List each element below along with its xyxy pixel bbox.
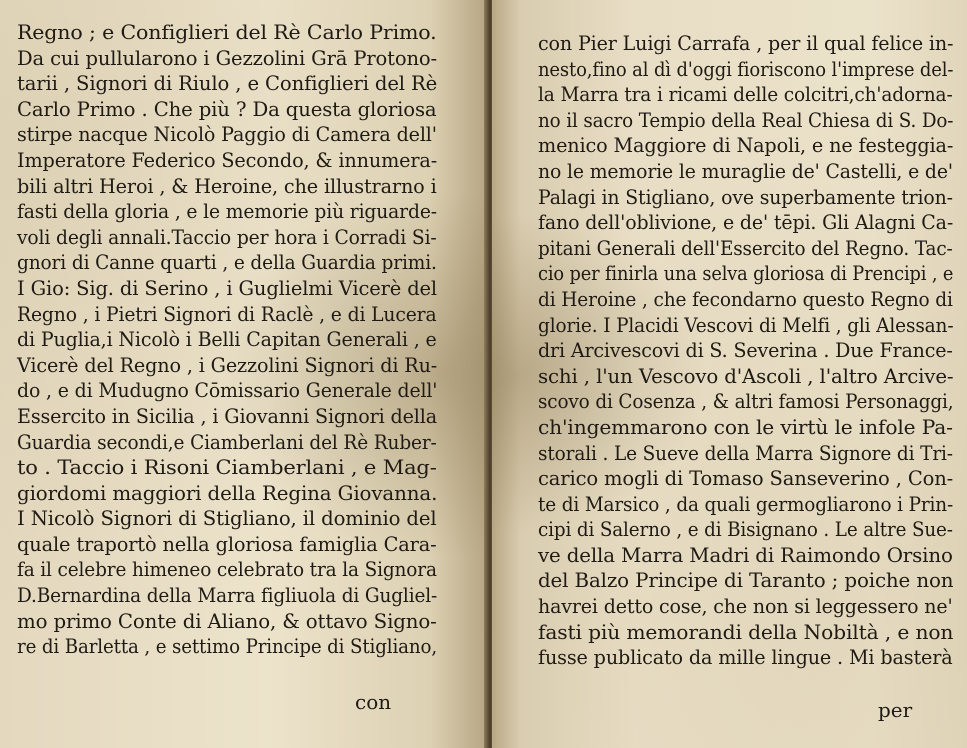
right-page (492, 0, 967, 748)
text-line: carico mogli di Tomaso Sanseverino , Con- (538, 466, 954, 491)
text-line: no il sacro Tempio della Real Chiesa di S. Do- (538, 107, 954, 132)
text-line: Vicerè del Regno , i Gezzolini Signori di Ru- (17, 352, 438, 377)
text-line: storali . Le Sueve della Marra Signore di Tri- (538, 440, 953, 465)
text-line: I Nicolò Signori di Stigliano, il dominio del (17, 506, 437, 531)
text-line: mo primo Conte di Aliano, & ottavo Signo- (17, 608, 437, 633)
text-line: pitani Generali dell'Essercito del Regno. Tac- (538, 235, 953, 260)
text-line: fasti più memorandi della Nobiltà , e non (538, 619, 954, 644)
text-line: ve della Marra Madri di Raimondo Orsino (538, 542, 953, 567)
text-line: del Balzo Principe di Taranto ; poiche non (538, 568, 954, 593)
text-line: do , e di Mudugno Cōmissario Generale dell' (17, 378, 438, 403)
text-line: cio per finirla una selva gloriosa di Prencipi , e (538, 261, 954, 286)
text-line: scovo di Cosenza , & altri famosi Personaggi, (538, 389, 954, 414)
text-line: te di Marsico , da quali germogliarono i Prin- (538, 491, 954, 516)
text-line: stirpe nacque Nicolò Paggio di Camera dell' (17, 122, 437, 147)
text-line: gnori di Canne quarti , e della Guardia primi. (17, 250, 437, 275)
text-line: glorie. I Placidi Vescovi di Melfi , gli Alessan- (538, 312, 954, 337)
text-line: fusse publicato da mille lingue . Mi basterà (538, 645, 953, 670)
text-line: Carlo Primo . Che più ? Da questa gloriosa (17, 96, 437, 121)
text-line: Essercito in Sicilia , i Giovanni Signori della (17, 403, 438, 428)
text-line: nesto,fino al dì d'oggi fioriscono l'imprese del- (538, 56, 954, 81)
text-line: con Pier Luigi Carrafa , per il qual felice in- (538, 31, 954, 55)
text-line: tarii , Signori di Riulo , e Configlieri del Rè (17, 71, 438, 96)
text-line: quale traportò nella gloriosa famiglia Cara- (17, 531, 437, 556)
text-line: di Puglia,i Nicolò i Belli Capitan Generali , e (17, 327, 437, 352)
text-line: Regno , i Pietri Signori di Raclè , e di Lucera (17, 301, 437, 326)
text-line: I Gio: Sig. di Serino , i Guglielmi Vicerè del (17, 275, 438, 300)
text-line: fano dell'oblivione, e de' tēpi. Gli Alagni Ca- (538, 210, 954, 235)
text-line: ch'ingemmarono con le virtù le infole Pa- (538, 414, 953, 439)
text-line: Palagi in Stigliano, ove superbamente trion- (538, 184, 953, 209)
text-line: Regno ; e Configlieri del Rè Carlo Primo. (17, 20, 437, 44)
text-line: voli degli annali.Taccio per hora i Corradi Si- (17, 224, 437, 249)
text-line: havrei detto cose, che non si leggessero ne' (538, 594, 953, 619)
text-line: D.Bernardina della Marra figliuola di Gugliel- (17, 583, 438, 608)
right-page-text (538, 31, 953, 671)
text-line: schi , l'un Vescovo d'Ascoli , l'altro Arcive- (538, 363, 954, 388)
text-line: no le memorie le muraglie de' Castelli, e de' (538, 158, 953, 183)
left-page-text (17, 20, 437, 660)
text-line: menico Maggiore di Napoli, e ne festeggia- (538, 133, 954, 158)
text-line: Da cui pullularono i Gezzolini Grā Protono- (17, 45, 437, 70)
left-catchword: con (355, 690, 392, 714)
text-line: fa il celebre himeneo celebrato tra la Signora (17, 557, 437, 582)
text-line: di Heroine , che fecondarno questo Regno di (538, 286, 953, 311)
right-catchword: per (878, 698, 913, 722)
text-line: dri Arcivescovi di S. Severina . Due France- (538, 338, 953, 363)
text-line: cipi di Salerno , e di Bisignano . Le altre Sue- (538, 517, 953, 542)
text-line: Imperatore Federico Secondo, & innumera- (17, 147, 438, 172)
text-line: to . Taccio i Risoni Ciamberlani , e Mag- (17, 455, 437, 480)
text-line: Guardia secondi,e Ciamberlani del Rè Ruber- (17, 429, 437, 454)
text-line: re di Barletta , e settimo Principe di Stigliano, (17, 634, 437, 659)
text-line: giordomi maggiori della Regina Giovanna. (17, 480, 438, 505)
text-line: fasti della gloria , e le memorie più riguarde- (17, 199, 437, 224)
text-line: bili altri Heroi , & Heroine, che illustrarno i (17, 173, 437, 198)
text-line: la Marra tra i ricami delle colcitri,ch'adorna- (538, 82, 953, 107)
